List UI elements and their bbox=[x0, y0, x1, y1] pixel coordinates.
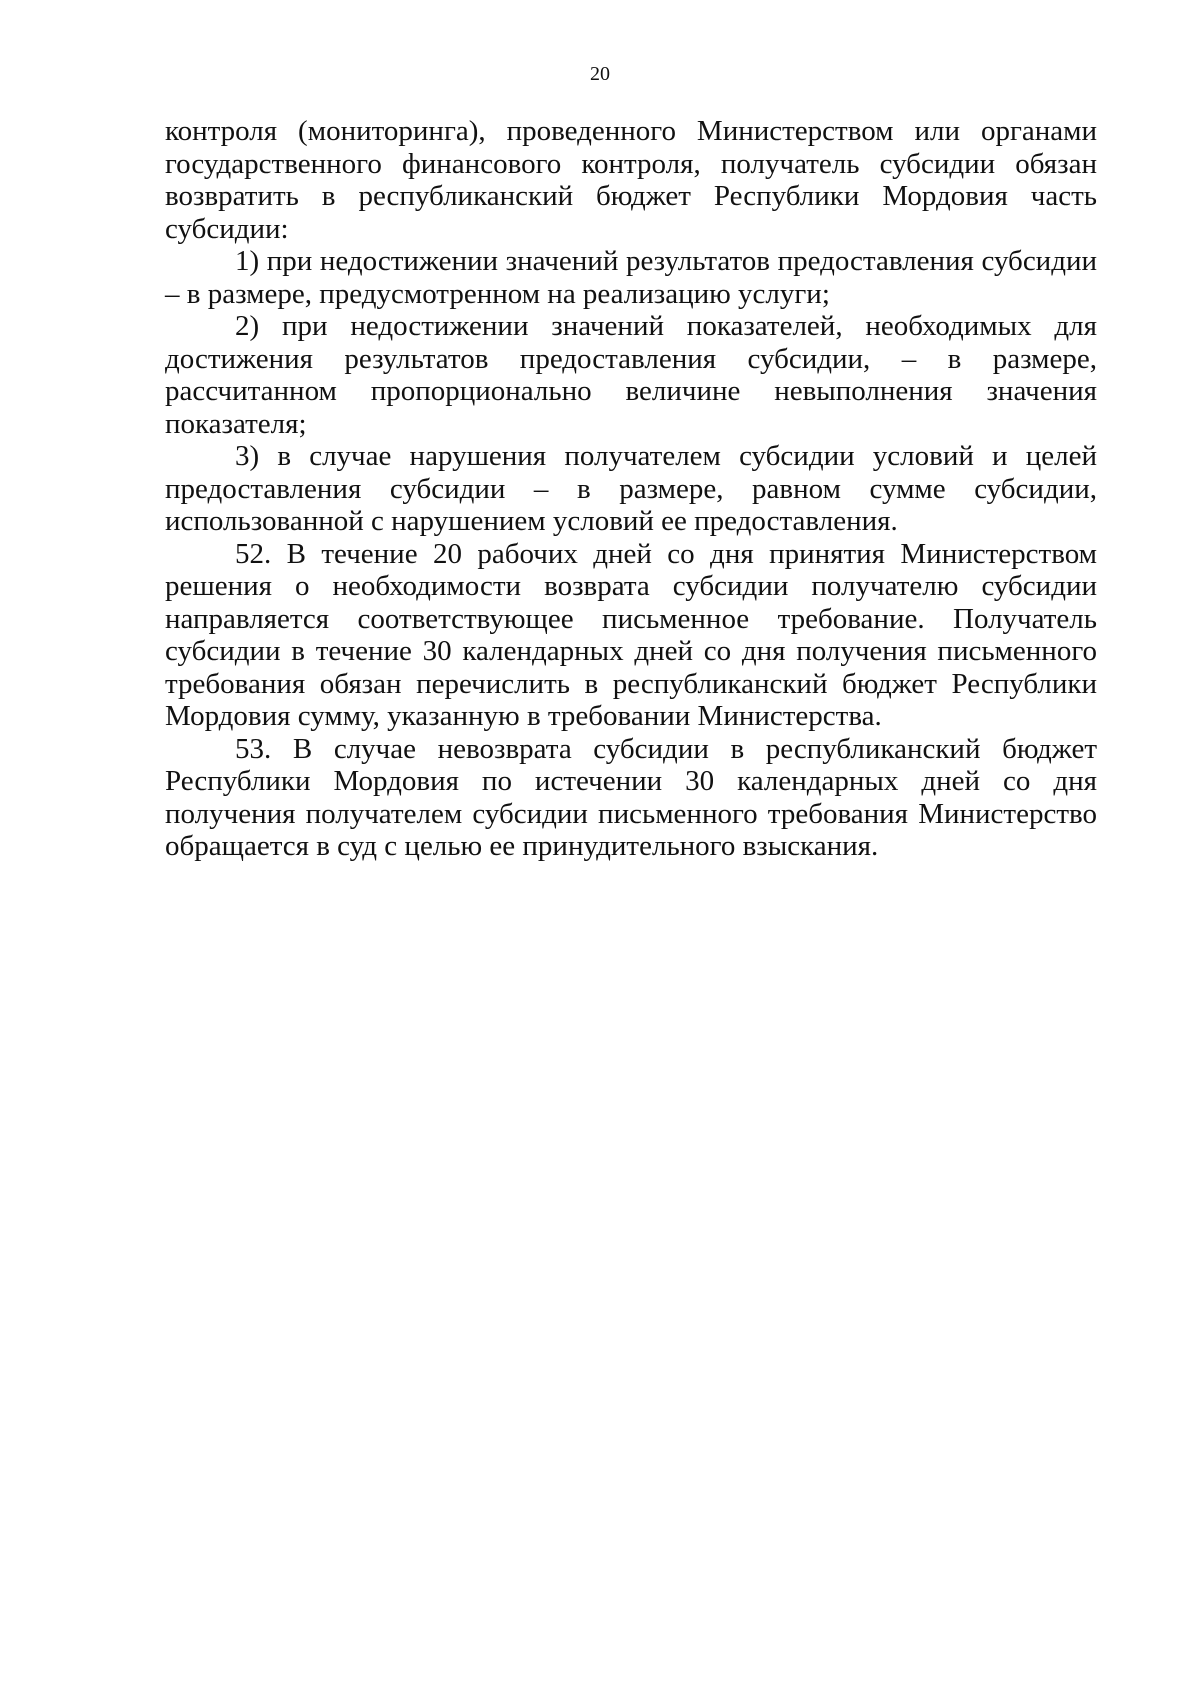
paragraph-continuation: контроля (мониторинга), проведенного Министерством или органами государственного финансового контроля, получатель субсидии обязан возвратить в республиканский бюджет Республики Мордовия часть субсидии: bbox=[165, 115, 1097, 245]
page-number: 20 bbox=[590, 63, 610, 85]
paragraph-52: 52. В течение 20 рабочих дней со дня принятия Министерством решения о необходимости возврата субсидии получателю субсидии направляется соответствующее письменное требование. Получатель субсидии в течение 30 календарных дней со дня получения письменного требования обязан перечислить в республиканский бюджет Республики Мордовия сумму, указанную в требовании Министерства. bbox=[165, 537, 1097, 732]
paragraph-item-2: 2) при недостижении значений показателей, необходимых для достижения результатов предоставления субсидии, – в размере, рассчитанном пропорционально величине невыполнения значения показателя; bbox=[165, 310, 1097, 440]
paragraph-53: 53. В случае невозврата субсидии в республиканский бюджет Республики Мордовия по истечении 30 календарных дней со дня получения получателем субсидии письменного требования Министерство обращается в суд с целью ее принудительного взыскания. bbox=[165, 732, 1097, 862]
paragraph-item-1: 1) при недостижении значений результатов предоставления субсидии – в размере, предусмотренном на реализацию услуги; bbox=[165, 245, 1097, 310]
document-body bbox=[165, 115, 1097, 863]
paragraph-item-3: 3) в случае нарушения получателем субсидии условий и целей предоставления субсидии – в размере, равном сумме субсидии, использованной с нарушением условий ее предоставления. bbox=[165, 440, 1097, 537]
